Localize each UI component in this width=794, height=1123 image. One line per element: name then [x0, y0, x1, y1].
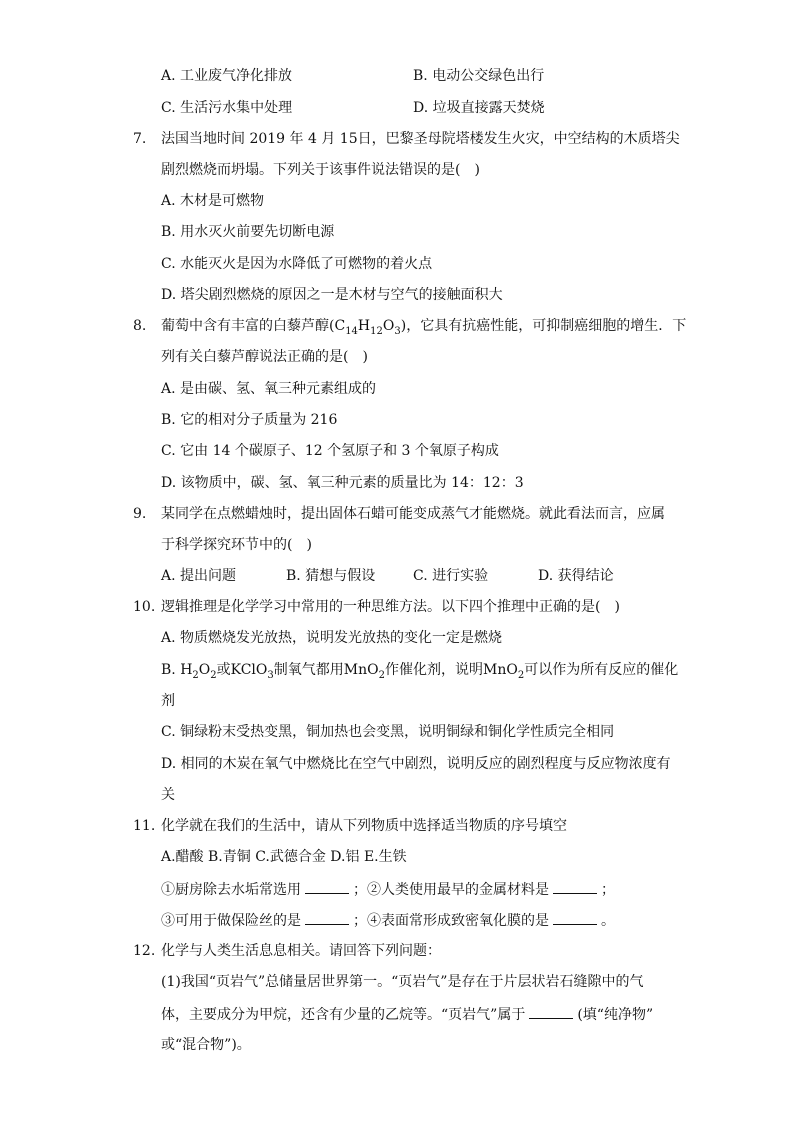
q10-sub: 2 [378, 669, 385, 681]
q8-option-c: C. 它由 14 个碳原子、12 个氢原子和 3 个氧原子构成 [161, 443, 499, 459]
q10-sub: 3 [267, 669, 274, 681]
q8-option-d: D. 该物质中，碳、氢、氧三种元素的质量比为 14：12：3 [161, 475, 524, 491]
q12-part1-text: 体，主要成分为甲烷，还含有少量的乙烷等。“页岩气”属于 [161, 1007, 526, 1023]
q10-sub: 2 [517, 669, 525, 681]
answer-blank[interactable] [553, 910, 597, 925]
q11-item-1: ①厨房除去水垢常选用 [161, 882, 301, 898]
q7-option-d: D. 塔尖剧烈燃烧的原因之一是木材与空气的接触面积大 [161, 287, 503, 303]
q8-sub-c: 14 [345, 325, 358, 337]
q12-number: 12. [133, 943, 156, 959]
q11-item-4: ；④表面常形成致密氧化膜的是 [353, 913, 549, 929]
q10-option-d-continued: 关 [161, 787, 175, 803]
q9-option-a: A. 提出问题 [161, 568, 237, 584]
q8-formula-o: O [382, 318, 395, 334]
q11-semicolon: ； [601, 882, 615, 898]
q8-option-b: B. 它的相对分子质量为 216 [161, 412, 338, 428]
q9-stem-line1: 某同学在点燃蜡烛时，提出固体石蜡可能变成蒸气才能燃烧。就此看法而言，应属 [161, 506, 665, 522]
q6-option-b: B. 电动公交绿色出行 [413, 68, 545, 84]
q10-sub: 2 [210, 669, 217, 681]
q8-sub-h: 12 [370, 325, 383, 337]
q11-choices: A.醋酸 B.青铜 C.武德合金 D.铝 E.生铁 [161, 849, 407, 865]
q11-period: 。 [601, 913, 615, 929]
q11-item-2: ；②人类使用最早的金属材料是 [353, 882, 549, 898]
q8-number: 8. [133, 318, 147, 334]
answer-blank[interactable] [305, 910, 349, 925]
q8-stem-line1 [161, 316, 686, 336]
q9-stem-line2: 于科学探究环节中的( ) [161, 537, 312, 553]
q6-option-a: A. 工业废气净化排放 [161, 68, 293, 84]
q12-part1-line1: (1)我国“页岩气”总储量居世界第一。“页岩气”是存在于片层状岩石缝隙中的气 [161, 974, 644, 990]
q10-option-b [161, 660, 678, 680]
q10-option-b-text: 作催化剂，说明MnO [384, 662, 518, 678]
q7-stem-line2: 剧烈燃烧而坍塌。下列关于该事件说法错误的是( ) [161, 162, 480, 178]
q10-option-b-continued: 剂 [161, 693, 175, 709]
q11-item-3: ③可用于做保险丝的是 [161, 913, 301, 929]
answer-blank[interactable] [553, 879, 597, 894]
q10-number: 10. [133, 599, 156, 615]
q9-option-b: B. 猜想与假设 [286, 568, 376, 584]
q11-line-1 [161, 879, 615, 900]
q8-stem-line2: 列有关白藜芦醇说法正确的是( ) [161, 349, 368, 365]
q10-option-a: A. 物质燃烧发光放热，说明发光放热的变化一定是燃烧 [161, 630, 503, 646]
q7-option-b: B. 用水灭火前要先切断电源 [161, 224, 335, 240]
q10-option-b-text: 可以作为所有反应的催化 [524, 662, 679, 678]
q11-stem: 化学就在我们的生活中，请从下列物质中选择适当物质的序号填空 [161, 818, 567, 834]
q10-option-b-text: B. H [161, 662, 193, 678]
q10-option-b-text: 或KClO [216, 662, 268, 678]
q9-number: 9. [133, 506, 147, 522]
q8-option-a: A. 是由碳、氢、氧三种元素组成的 [161, 381, 377, 397]
q8-formula-h: H [357, 318, 371, 334]
q12-part1-line2 [161, 1004, 653, 1025]
q7-number: 7. [133, 131, 147, 147]
q10-option-b-text: 制氧气都用MnO [273, 662, 379, 678]
q10-stem: 逻辑推理是化学学习中常用的一种思维方法。以下四个推理中正确的是( ) [161, 599, 620, 615]
q8-stem-text: 葡萄中含有丰富的白藜芦醇(C [161, 318, 346, 334]
q12-part1-hint: (填“纯净物” [577, 1007, 654, 1023]
q9-option-d: D. 获得结论 [538, 568, 614, 584]
q7-option-a: A. 木材是可燃物 [161, 193, 265, 209]
q11-number: 11. [133, 818, 156, 834]
q7-stem-line1: 法国当地时间 2019 年 4 月 15日，巴黎圣母院塔楼发生火灾，中空结构的木质塔尖 [161, 131, 680, 147]
q6-option-d: D. 垃圾直接露天焚烧 [413, 100, 545, 116]
q8-sub-o: 3 [394, 325, 401, 337]
q10-option-d: D. 相同的木炭在氧气中燃烧比在空气中剧烈，说明反应的剧烈程度与反应物浓度有 [161, 756, 671, 772]
q10-sub: 2 [192, 669, 199, 681]
q6-option-c: C. 生活污水集中处理 [161, 100, 293, 116]
q12-stem: 化学与人类生活息息相关。请回答下列问题： [161, 943, 441, 959]
q8-stem-rest: )，它具有抗癌性能，可抑制癌细胞的增生．下 [400, 318, 687, 334]
q12-part1-line3: 或“混合物”)。 [161, 1037, 251, 1053]
q7-option-c: C. 水能灭火是因为水降低了可燃物的着火点 [161, 256, 433, 272]
answer-blank[interactable] [305, 879, 349, 894]
answer-blank[interactable] [529, 1004, 573, 1019]
q9-option-c: C. 进行实验 [413, 568, 489, 584]
q10-option-b-text: O [198, 662, 211, 678]
q11-line-2 [161, 910, 615, 931]
q10-option-c: C. 铜绿粉末受热变黑，铜加热也会变黑，说明铜绿和铜化学性质完全相同 [161, 724, 615, 740]
